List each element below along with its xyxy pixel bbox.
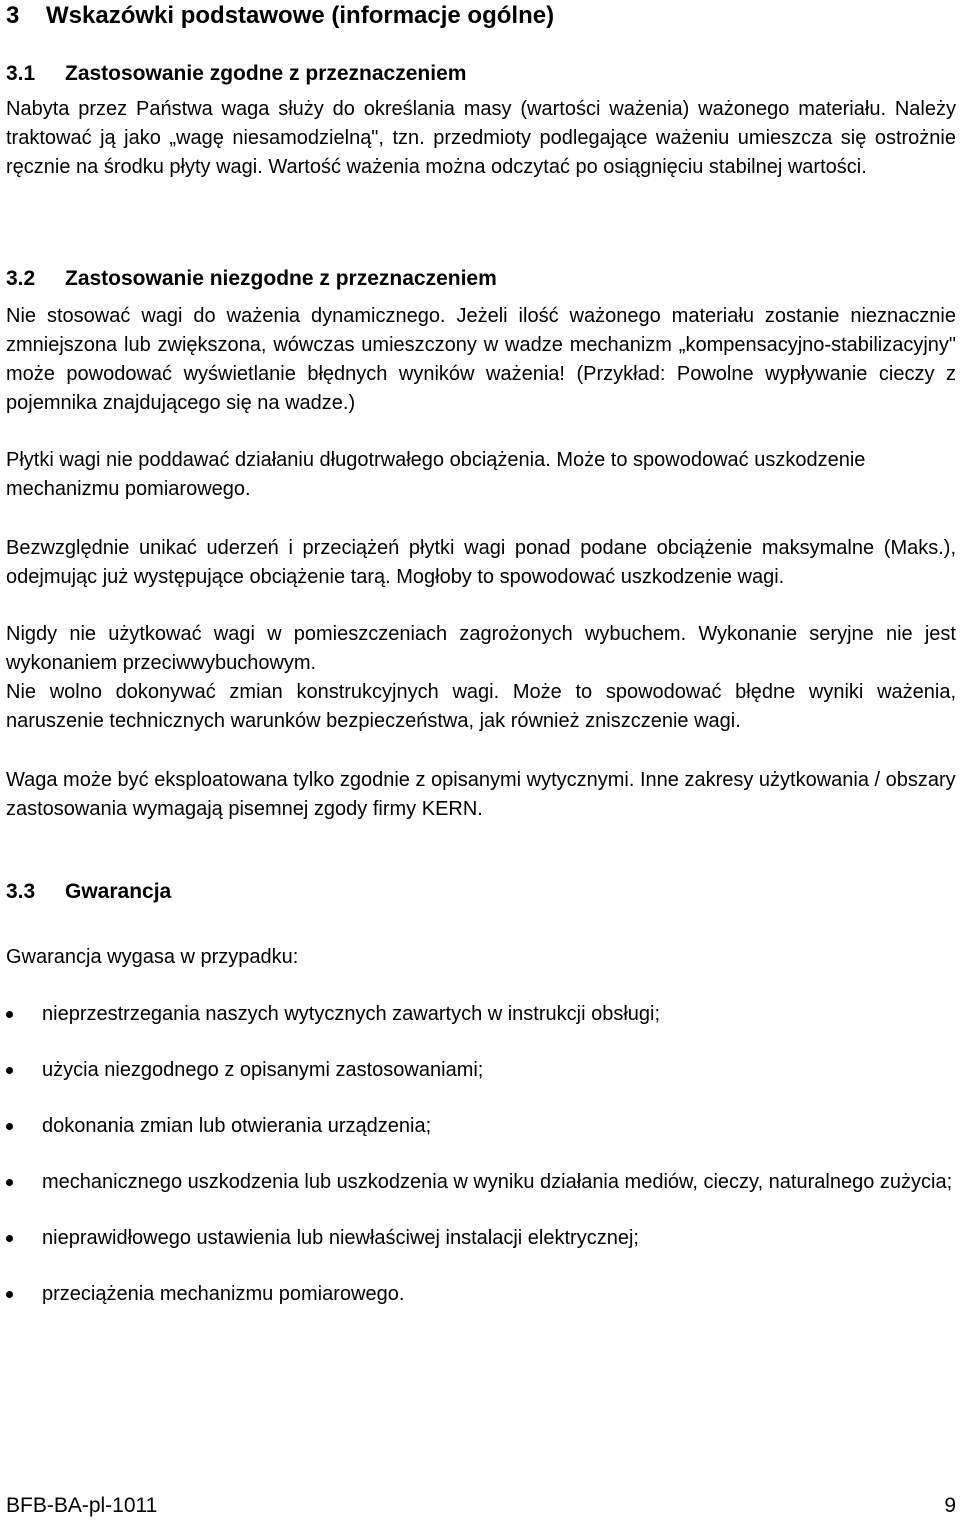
subsection-heading-3-2	[6, 267, 497, 291]
warranty-intro: Gwarancja wygasa w przypadku:	[6, 946, 299, 968]
bullet-icon	[6, 1123, 13, 1130]
section-title: Wskazówki podstawowe (informacje ogólne)	[46, 2, 555, 29]
paragraph-long-term-load: Płytki wagi nie poddawać działaniu długotrwałego obciążenia. Może to spowodować uszkodzenie mechanizmu pomiarowego.	[6, 449, 866, 500]
section-number: 3	[6, 2, 20, 29]
subsection-heading-3-1	[6, 62, 466, 86]
list-item: przeciążenia mechanizmu pomiarowego.	[6, 1280, 956, 1309]
paragraph-modifications: Nie wolno dokonywać zmian konstrukcyjnych wagi. Może to spowodować błędne wyniki ważenia, naruszenie technicznych warunków bezpieczeństwa, jak również zniszczenie wagi.	[6, 681, 956, 732]
footer-document-id: BFB-BA-pl-1011	[6, 1494, 158, 1517]
paragraph-explosion-risk: Nigdy nie użytkować wagi w pomieszczeniach zagrożonych wybuchem. Wykonanie seryjne nie jest wykonaniem przeciwwybuchowym.	[6, 623, 956, 674]
bullet-icon	[6, 1179, 13, 1186]
subsection-title: Gwarancja	[65, 880, 172, 903]
section-heading	[6, 2, 554, 30]
bullet-icon	[6, 1067, 13, 1074]
paragraph-intended-use: Nabyta przez Państwa waga służy do określania masy (wartości ważenia) ważonego materiału. Należy traktować ją jako „wagę niesamodzielną", tzn. przedmioty podlegające ważeniu umieszcza się ostrożnie ręcznie na środku płyty wagi. Wartość ważenia można odczytać po osiągnięciu stabilnej wartości.	[6, 98, 956, 178]
bullet-icon	[6, 1011, 13, 1018]
list-item: nieprzestrzegania naszych wytycznych zawartych w instrukcji obsługi;	[6, 1000, 956, 1029]
warranty-conditions-list	[6, 1000, 956, 1336]
list-item: nieprawidłowego ustawienia lub niewłaściwej instalacji elektrycznej;	[6, 1224, 956, 1253]
subsection-title: Zastosowanie zgodne z przeznaczeniem	[65, 62, 467, 85]
bullet-icon	[6, 1291, 13, 1298]
subsection-number: 3.2	[6, 267, 36, 290]
subsection-number: 3.1	[6, 62, 36, 85]
list-item: mechanicznego uszkodzenia lub uszkodzenia w wyniku działania mediów, cieczy, naturalnego zużycia;	[6, 1168, 956, 1197]
list-item: użycia niezgodnego z opisanymi zastosowaniami;	[6, 1056, 956, 1085]
list-item: dokonania zmian lub otwierania urządzenia;	[6, 1112, 956, 1141]
paragraph-dynamic-weighing: Nie stosować wagi do ważenia dynamicznego. Jeżeli ilość ważonego materiału zostanie nieznacznie zmniejszona lub zwiększona, wówczas umieszczony w wadze mechanizm „kompensacyjno-stabilizacyjny" może powodować wyświetlanie błędnych wyników ważenia! (Przykład: Powolne wypływanie cieczy z pojemnika znajdującego się na wadze.)	[6, 305, 956, 414]
footer-page-number: 9	[944, 1494, 956, 1517]
bullet-icon	[6, 1235, 13, 1242]
subsection-title: Zastosowanie niezgodne z przeznaczeniem	[65, 267, 497, 290]
paragraph-usage-limits: Waga może być eksploatowana tylko zgodnie z opisanymi wytycznymi. Inne zakresy użytkowania / obszary zastosowania wymagają pisemnej zgody firmy KERN.	[6, 769, 956, 820]
subsection-number: 3.3	[6, 880, 36, 903]
subsection-heading-3-3	[6, 880, 171, 904]
paragraph-overload: Bezwzględnie unikać uderzeń i przeciążeń płytki wagi ponad podane obciążenie maksymalne (Maks.), odejmując już występujące obciążenie tarą. Mogłoby to spowodować uszkodzenie wagi.	[6, 537, 956, 588]
